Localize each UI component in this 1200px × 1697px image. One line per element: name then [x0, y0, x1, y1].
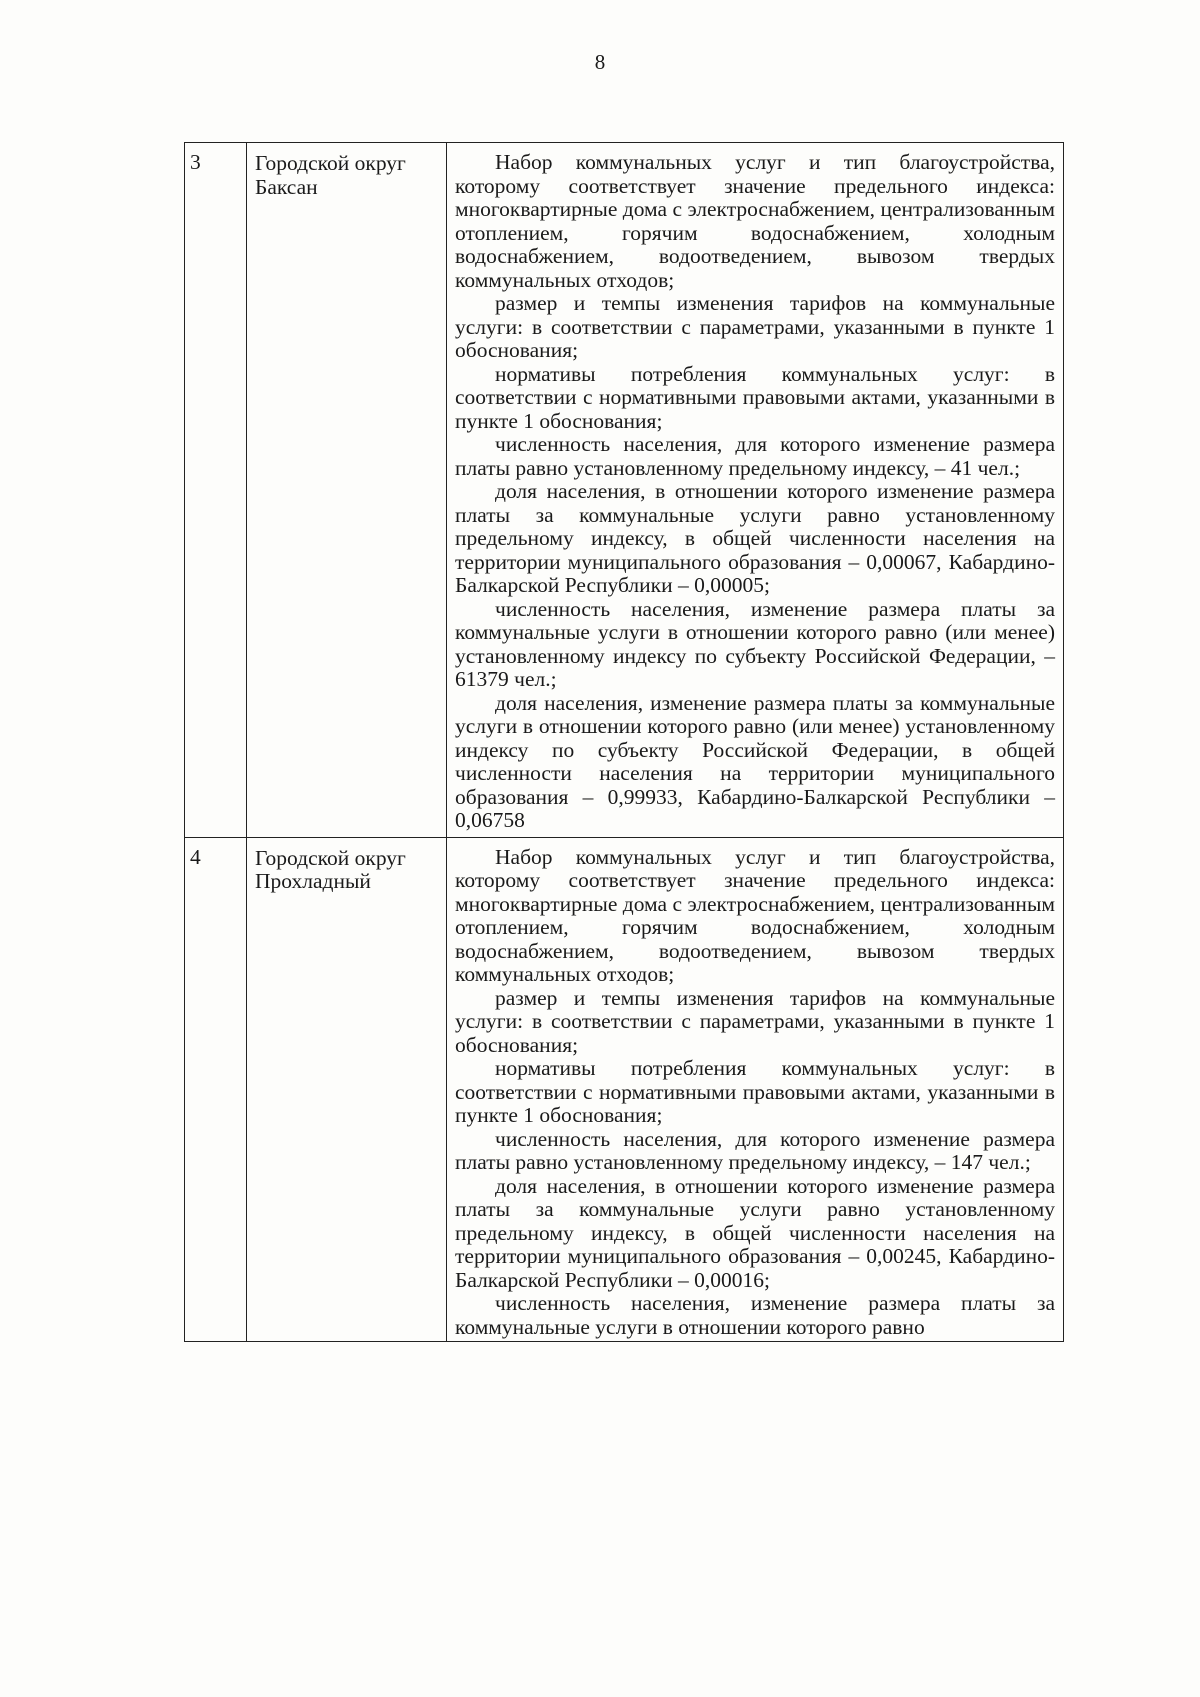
description-paragraph: численность населения, для которого изменение размера платы равно установленному предельному индексу, – 147 чел.; [455, 1126, 1055, 1174]
description-paragraph: численность населения, изменение размера платы за коммунальные услуги в отношении которого равно [455, 1291, 1055, 1339]
description-paragraph: размер и темпы изменения тарифов на коммунальные услуги: в соответствии с параметрами, указанными в пункте 1 обоснования; [455, 985, 1055, 1057]
description-paragraph: Набор коммунальных услуг и тип благоустройства, которому соответствует значение предельного индекса: многоквартирные дома с электроснабжением, централизованным отоплением, горячим водоснабжением, холодным водоснабжением, водоотведением, вывозом твердых коммунальных отходов; [455, 844, 1055, 986]
description-paragraph: доля населения, в отношении которого изменение размера платы за коммунальные услуги равно установленному предельному индексу, в общей численности населения на территории муниципального образования – 0,00067, Кабардино-Балкарской Республики – 0,00005; [455, 479, 1055, 597]
description-paragraph: размер и темпы изменения тарифов на коммунальные услуги: в соответствии с параметрами, указанными в пункте 1 обоснования; [455, 291, 1055, 362]
municipal-data-table [184, 142, 1064, 1342]
municipality-name [247, 143, 447, 838]
description-paragraph: численность населения, изменение размера платы за коммунальные услуги в отношении которого равно (или менее) установленному индексу по субъекту Российской Федерации, – 61379 чел.; [455, 596, 1055, 691]
municipality-name-line: Городской округ [255, 151, 406, 175]
table-row [185, 143, 1064, 838]
description-cell [447, 837, 1064, 1342]
municipality-name [247, 837, 447, 1342]
municipality-name-line: Городской округ [255, 845, 406, 870]
row-number: 4 [185, 837, 247, 1342]
table-row [185, 837, 1064, 1342]
municipality-name-line: Прохладный [255, 869, 371, 893]
description-paragraph: нормативы потребления коммунальных услуг: в соответствии с нормативными правовыми актами, указанными в пункте 1 обоснования; [455, 361, 1055, 433]
description-paragraph: нормативы потребления коммунальных услуг: в соответствии с нормативными правовыми актами, указанными в пункте 1 обоснования; [455, 1056, 1055, 1127]
description-cell [447, 143, 1064, 838]
description-paragraph: доля населения, в отношении которого изменение размера платы за коммунальные услуги равно установленному предельному индексу, в общей численности населения на территории муниципального образования – 0,00245, Кабардино-Балкарской Республики – 0,00016; [455, 1173, 1055, 1292]
description-paragraph: численность населения, для которого изменение размера платы равно установленному предельному индексу, – 41 чел.; [455, 432, 1055, 480]
municipality-name-line: Баксан [255, 174, 318, 199]
row-number: 3 [185, 143, 247, 838]
description-paragraph: доля населения, изменение размера платы за коммунальные услуги в отношении которого равно (или менее) установленному индексу по субъекту Российской Федерации, в общей численности населения на территории муниципального образования – 0,99933, Кабардино-Балкарской Республики – 0,06758 [455, 690, 1055, 832]
description-paragraph: Набор коммунальных услуг и тип благоустройства, которому соответствует значение предельного индекса: многоквартирные дома с электроснабжением, централизованным отоплением, горячим водоснабжением, холодным водоснабжением, водоотведением, вывозом твердых коммунальных отходов; [455, 150, 1055, 292]
page-number: 8 [594, 50, 606, 74]
